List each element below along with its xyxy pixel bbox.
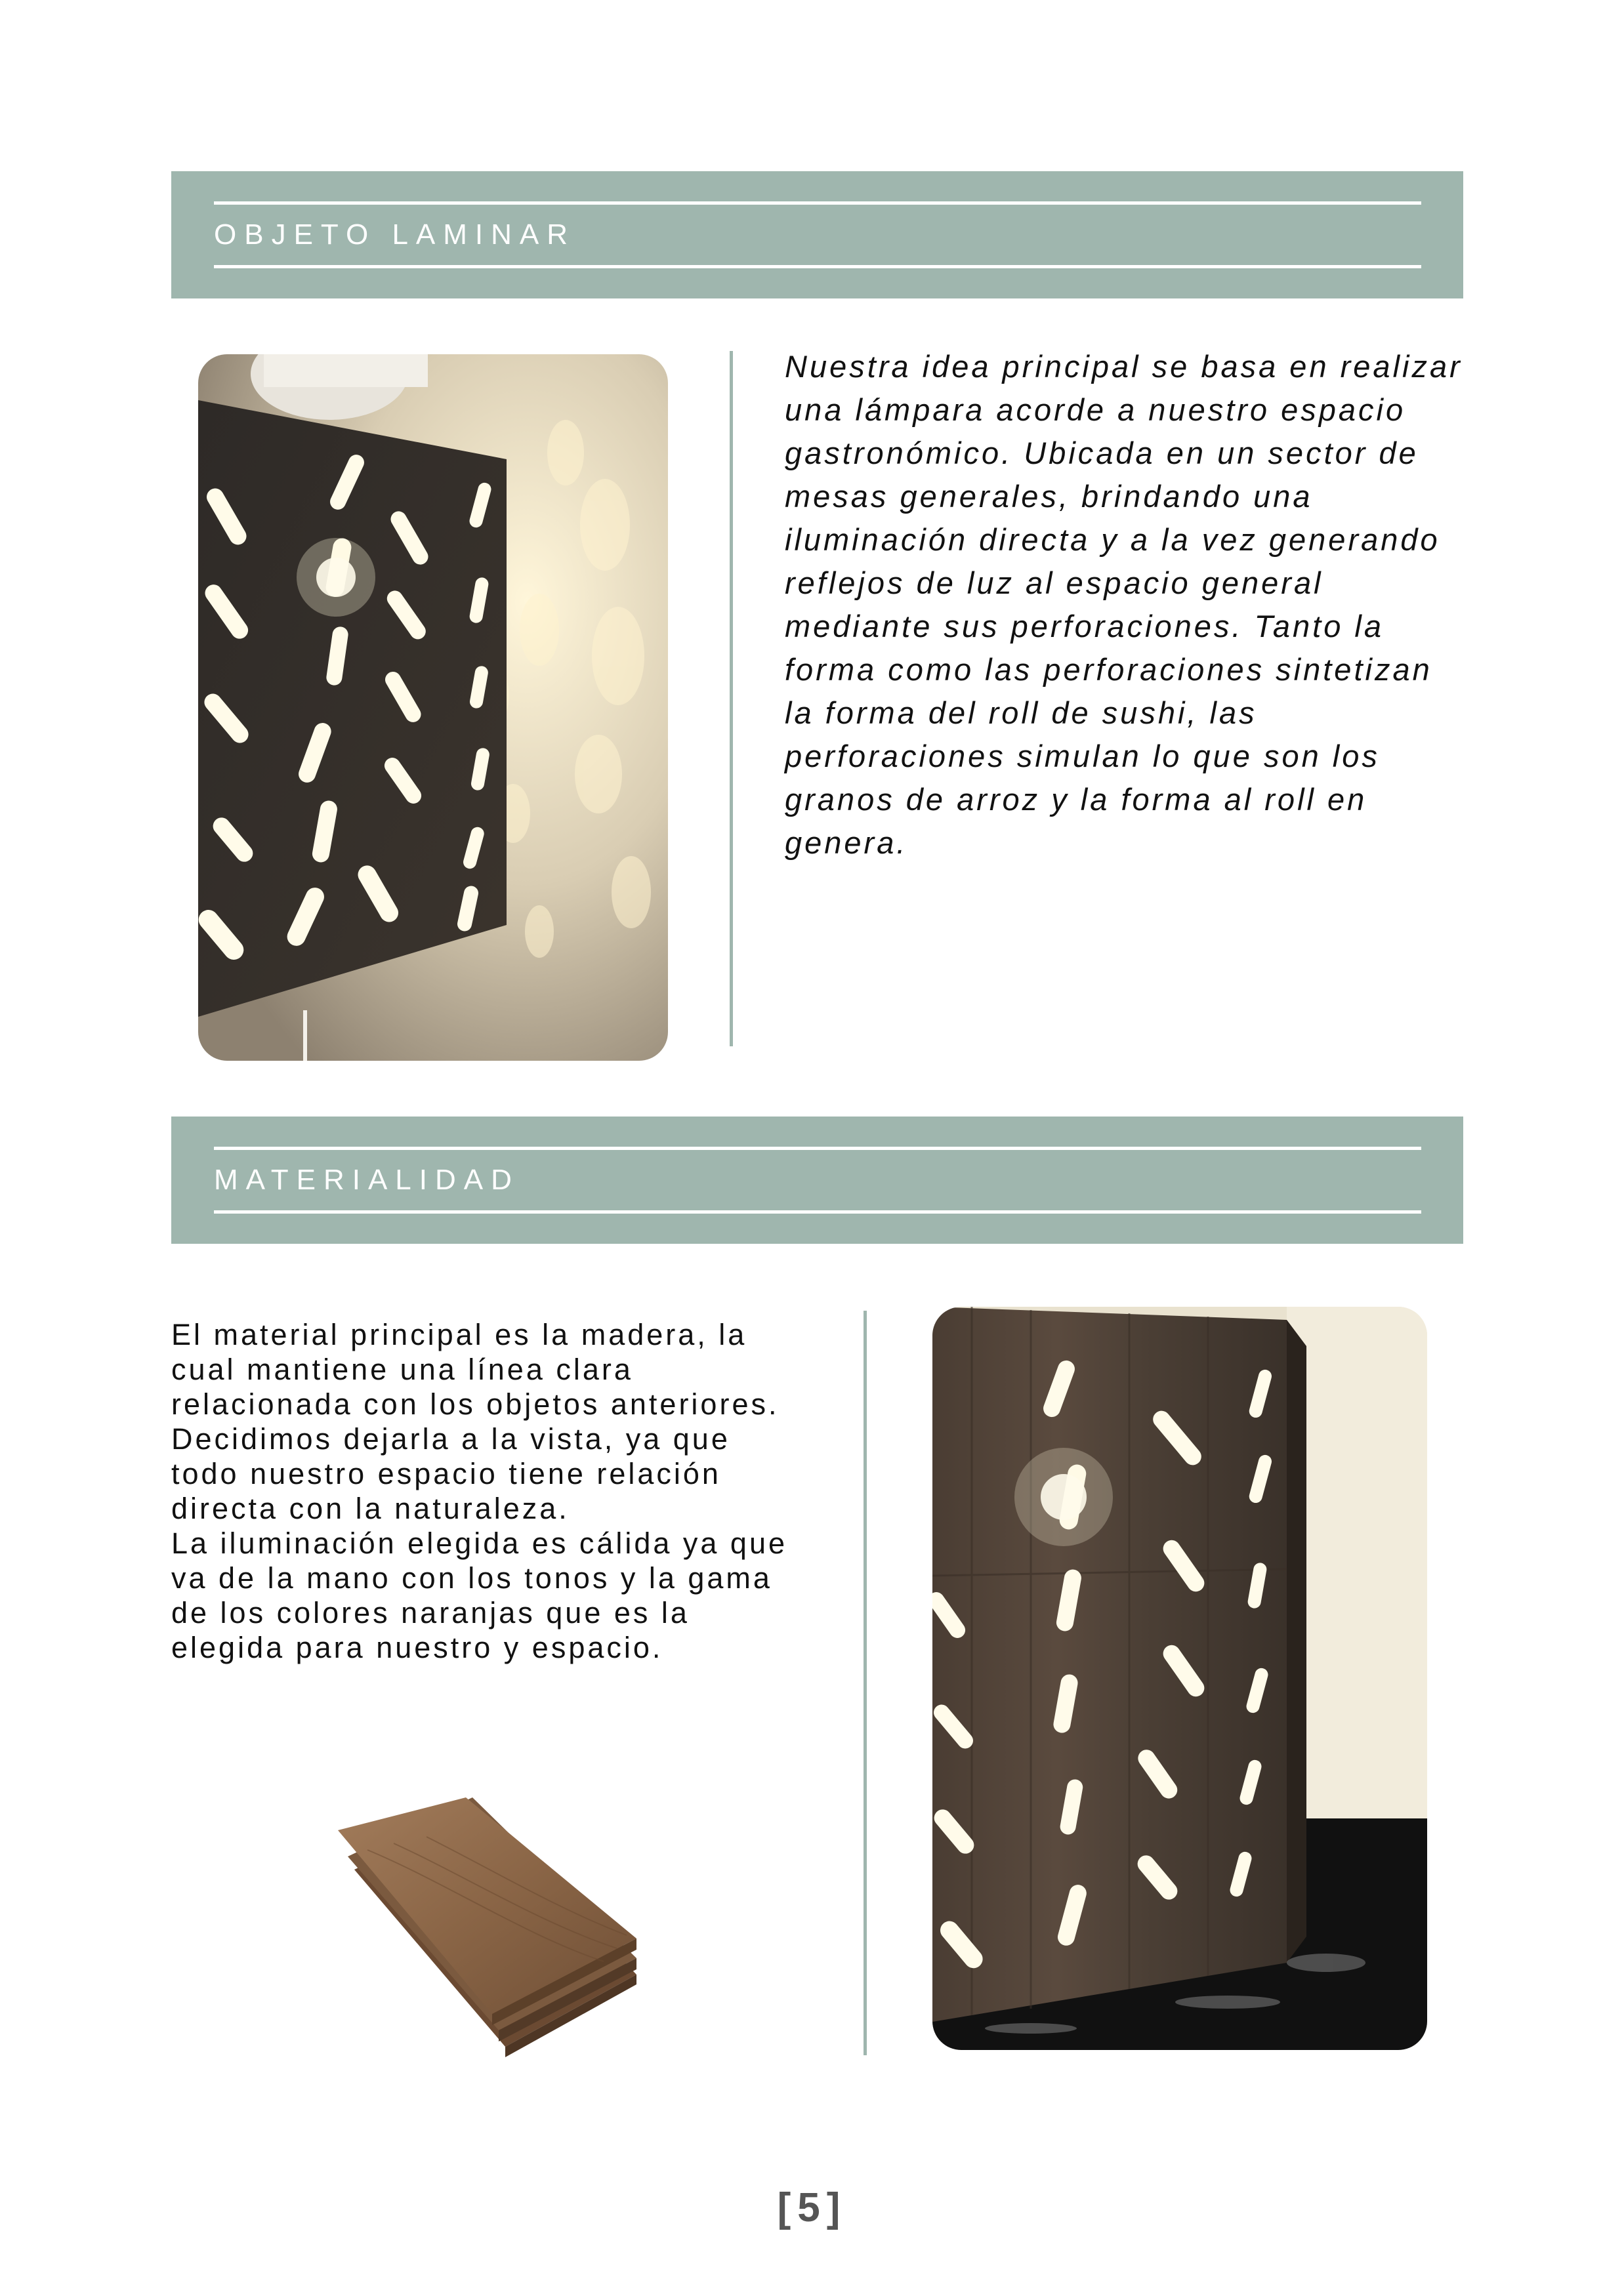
lamp-on-table-photo <box>932 1307 1427 2050</box>
section-header-objeto-laminar <box>171 171 1463 298</box>
lamp-photo <box>198 354 668 1061</box>
objeto-laminar-description <box>785 345 1467 865</box>
header-bottom-rule <box>214 265 1421 268</box>
divider-line <box>730 351 733 1046</box>
section-title: MATERIALIDAD <box>214 1164 520 1196</box>
header-bottom-rule <box>214 1210 1421 1214</box>
lamp-on-table-illustration <box>932 1307 1427 2050</box>
wood-planks-image <box>328 1797 656 2060</box>
description-paragraph-3: La iluminación elegida es cálida ya que va de la mano con los tonos y la gama de los colores naranjas que es la elegida para nuestro y espacio. <box>171 1527 788 1664</box>
header-top-rule <box>214 1147 1421 1150</box>
wood-planks-illustration <box>328 1797 656 2060</box>
lamp-illustration <box>198 354 668 1061</box>
description-paragraph: Nuestra idea principal se basa en realizar una lámpara acorde a nuestro espacio gastronómico. Ubicada en un sector de mesas generales, brindando una iluminación directa y a la vez generando reflejos de luz al espacio general mediante sus perforaciones. Tanto la forma como las perforaciones sintetizan la forma del roll de sushi, las perforaciones simulan lo que son los granos de arroz y la forma al roll en genera. <box>785 349 1463 860</box>
divider-line <box>864 1311 867 2055</box>
section-header-materialidad <box>171 1117 1463 1244</box>
page-number: [5] <box>777 2185 847 2230</box>
description-paragraph-2: Decidimos dejarla a la vista, ya que todo nuestro espacio tiene relación directa con la naturaleza. <box>171 1422 730 1525</box>
description-paragraph-1: El material principal es la madera, la cual mantiene una línea clara relacionada con los objetos anteriores. <box>171 1318 780 1421</box>
header-top-rule <box>214 201 1421 205</box>
section-title: OBJETO LAMINAR <box>214 218 576 251</box>
materialidad-description <box>171 1317 801 1665</box>
